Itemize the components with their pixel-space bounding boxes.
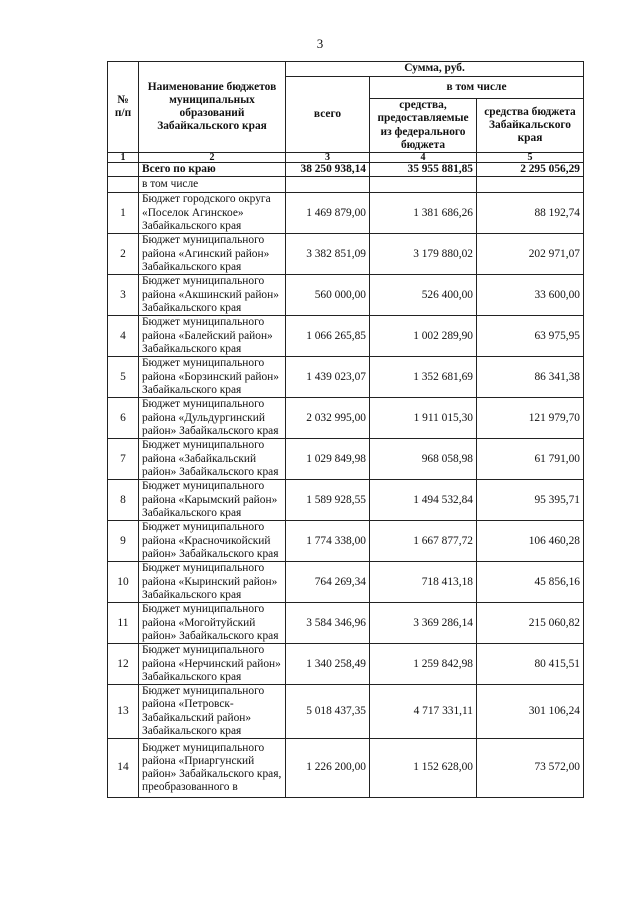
amount-federal: 1 259 842,98 — [370, 644, 477, 685]
table-row — [108, 521, 584, 562]
amount-regional: 61 791,00 — [477, 439, 584, 480]
amount-federal: 1 494 532,84 — [370, 480, 477, 521]
budget-name: Бюджет муниципального района «Могойтуйский район» Забайкальского края — [139, 603, 286, 644]
amount-federal: 1 352 681,69 — [370, 357, 477, 398]
table-row — [108, 275, 584, 316]
row-number: 14 — [108, 739, 139, 798]
table-row — [108, 685, 584, 739]
budget-name: Бюджет муниципального района «Карымский район» Забайкальского края — [139, 480, 286, 521]
table-row — [108, 644, 584, 685]
page-number: 3 — [316, 36, 324, 51]
table-row — [108, 603, 584, 644]
header-sum: Сумма, руб. — [286, 62, 584, 77]
amount-federal: 1 002 289,90 — [370, 316, 477, 357]
budget-name: Бюджет муниципального района «Дульдургинский район» Забайкальского края — [139, 398, 286, 439]
budget-name: Бюджет городского округа «Поселок Агинское» Забайкальского края — [139, 193, 286, 234]
table-row — [108, 234, 584, 275]
amount-federal: 1 381 686,26 — [370, 193, 477, 234]
including-row — [108, 177, 584, 193]
amount-federal: 1 152 628,00 — [370, 739, 477, 798]
amount-regional: 45 856,16 — [477, 562, 584, 603]
budget-name: Бюджет муниципального района «Забайкальский район» Забайкальского края — [139, 439, 286, 480]
amount-regional: 33 600,00 — [477, 275, 584, 316]
budget-name: Бюджет муниципального района «Кыринский район» Забайкальского края — [139, 562, 286, 603]
row-number: 4 — [108, 316, 139, 357]
row-number: 1 — [108, 193, 139, 234]
budget-name: Бюджет муниципального района «Петровск-Забайкальский район» Забайкальского края — [139, 685, 286, 739]
header-regional: средства бюджета Забайкальского края — [477, 99, 584, 153]
amount-total: 764 269,34 — [286, 562, 370, 603]
including-empty-cell — [370, 177, 477, 193]
amount-total: 1 226 200,00 — [286, 739, 370, 798]
amount-federal: 1 667 877,72 — [370, 521, 477, 562]
including-label: в том числе — [139, 177, 286, 193]
amount-regional: 95 395,71 — [477, 480, 584, 521]
budget-name: Бюджет муниципального района «Балейский район» Забайкальского края — [139, 316, 286, 357]
table-row — [108, 357, 584, 398]
budget-name: Бюджет муниципального района «Приаргунский район» Забайкальского края, преобразованного в — [139, 739, 286, 798]
table-row — [108, 739, 584, 798]
total-federal: 35 955 881,85 — [370, 163, 477, 177]
amount-regional: 80 415,51 — [477, 644, 584, 685]
row-number: 6 — [108, 398, 139, 439]
including-empty-cell — [286, 177, 370, 193]
budget-name: Бюджет муниципального района «Борзинский район» Забайкальского края — [139, 357, 286, 398]
row-number: 10 — [108, 562, 139, 603]
row-number: 13 — [108, 685, 139, 739]
table-row — [108, 316, 584, 357]
column-number: 5 — [477, 153, 584, 163]
table-row — [108, 562, 584, 603]
budget-name: Бюджет муниципального района «Красночикойский район» Забайкальского края — [139, 521, 286, 562]
amount-total: 1 340 258,49 — [286, 644, 370, 685]
row-number: 12 — [108, 644, 139, 685]
including-empty-cell — [477, 177, 584, 193]
table-row — [108, 480, 584, 521]
row-number: 7 — [108, 439, 139, 480]
total-no-cell — [108, 163, 139, 177]
table-row — [108, 398, 584, 439]
column-number: 3 — [286, 153, 370, 163]
row-number: 2 — [108, 234, 139, 275]
header-no: № п/п — [108, 62, 139, 153]
column-number: 1 — [108, 153, 139, 163]
amount-federal: 968 058,98 — [370, 439, 477, 480]
row-number: 3 — [108, 275, 139, 316]
row-number: 5 — [108, 357, 139, 398]
column-number: 4 — [370, 153, 477, 163]
amount-total: 1 439 023,07 — [286, 357, 370, 398]
column-number: 2 — [139, 153, 286, 163]
budget-name: Бюджет муниципального района «Акшинский район» Забайкальского края — [139, 275, 286, 316]
header-federal: средства, предоставляемые из федерального бюджета — [370, 99, 477, 153]
amount-total: 2 032 995,00 — [286, 398, 370, 439]
amount-total: 1 066 265,85 — [286, 316, 370, 357]
amount-total: 5 018 437,35 — [286, 685, 370, 739]
row-number: 9 — [108, 521, 139, 562]
header-including: в том числе — [370, 77, 584, 99]
row-number: 8 — [108, 480, 139, 521]
column-number-row — [108, 153, 584, 163]
amount-federal: 4 717 331,11 — [370, 685, 477, 739]
amount-total: 1 774 338,00 — [286, 521, 370, 562]
budget-name: Бюджет муниципального района «Нерчинский район» Забайкальского края — [139, 644, 286, 685]
amount-regional: 202 971,07 — [477, 234, 584, 275]
amount-federal: 526 400,00 — [370, 275, 477, 316]
amount-total: 3 382 851,09 — [286, 234, 370, 275]
amount-federal: 1 911 015,30 — [370, 398, 477, 439]
row-number: 11 — [108, 603, 139, 644]
amount-regional: 88 192,74 — [477, 193, 584, 234]
amount-federal: 718 413,18 — [370, 562, 477, 603]
amount-regional: 215 060,82 — [477, 603, 584, 644]
amount-regional: 86 341,38 — [477, 357, 584, 398]
amount-federal: 3 369 286,14 — [370, 603, 477, 644]
header-total: всего — [286, 77, 370, 153]
header-name: Наименование бюджетов муниципальных образований Забайкальского края — [139, 62, 286, 153]
amount-total: 560 000,00 — [286, 275, 370, 316]
total-regional: 2 295 056,29 — [477, 163, 584, 177]
amount-regional: 73 572,00 — [477, 739, 584, 798]
budget-table — [107, 61, 584, 798]
table-row — [108, 439, 584, 480]
amount-total: 3 584 346,96 — [286, 603, 370, 644]
amount-federal: 3 179 880,02 — [370, 234, 477, 275]
budget-name: Бюджет муниципального района «Агинский район» Забайкальского края — [139, 234, 286, 275]
amount-regional: 106 460,28 — [477, 521, 584, 562]
table-row — [108, 193, 584, 234]
amount-total: 1 589 928,55 — [286, 480, 370, 521]
total-sum: 38 250 938,14 — [286, 163, 370, 177]
amount-total: 1 029 849,98 — [286, 439, 370, 480]
amount-regional: 121 979,70 — [477, 398, 584, 439]
amount-regional: 301 106,24 — [477, 685, 584, 739]
total-row — [108, 163, 584, 177]
amount-total: 1 469 879,00 — [286, 193, 370, 234]
total-label: Всего по краю — [139, 163, 286, 177]
including-no-cell — [108, 177, 139, 193]
amount-regional: 63 975,95 — [477, 316, 584, 357]
